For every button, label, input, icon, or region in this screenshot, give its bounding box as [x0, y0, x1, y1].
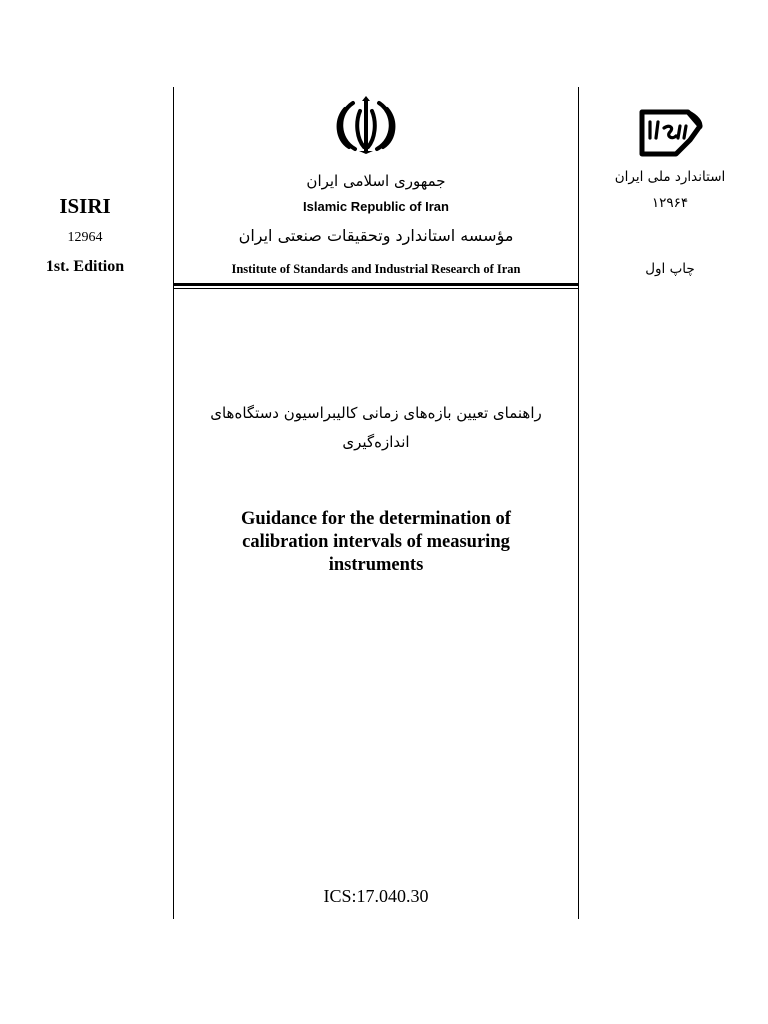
title-en-line-3: instruments	[328, 555, 424, 575]
republic-name-fa: جمهوری اسلامی ایران	[306, 172, 446, 190]
national-standard-fa: استاندارد ملی ایران	[614, 169, 726, 185]
title-fa-line-2: اندازه‌گیری	[342, 433, 410, 451]
edition-fa: چاپ اول	[645, 261, 695, 277]
right-divider	[578, 87, 579, 919]
isiri-logo-icon	[636, 104, 706, 160]
republic-name-en: Islamic Republic of Iran	[303, 199, 449, 214]
institute-name-en: Institute of Standards and Industrial Research of Iran	[231, 262, 521, 276]
header-divider-thick	[174, 283, 579, 286]
document-title-fa	[182, 399, 570, 457]
ics-code: ICS:17.040.30	[323, 886, 429, 906]
edition-label: 1st. Edition	[45, 258, 125, 275]
isiri-code: ISIRI	[59, 194, 111, 218]
title-en-line-1: Guidance for the determination of	[241, 509, 511, 529]
standard-number-fa: ۱۲۹۶۴	[651, 195, 689, 211]
title-en-line-2: calibration intervals of measuring	[242, 532, 510, 552]
title-fa-line-1: راهنمای تعیین بازه‌های زمانی کالیبراسیون دستگاه‌های	[210, 404, 542, 422]
institute-name-fa: مؤسسه استاندارد وتحقیقات صنعتی ایران	[238, 226, 514, 245]
isiri-number: 12964	[67, 230, 103, 245]
iran-emblem-icon	[331, 95, 401, 155]
header-divider-thin	[174, 288, 579, 289]
document-title-en	[190, 508, 562, 577]
